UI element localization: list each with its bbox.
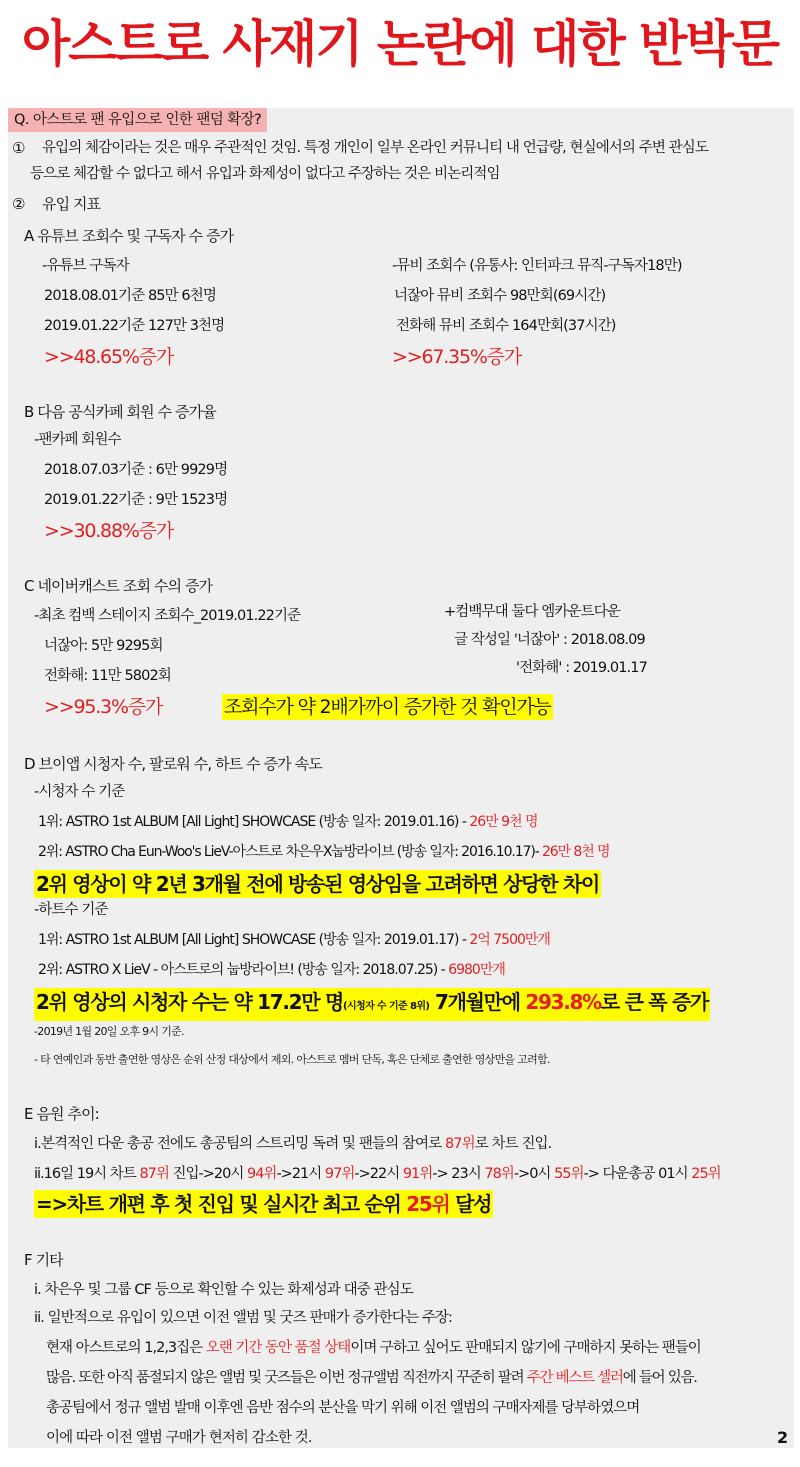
chart-rank-text: -> 다운총공 01시 (583, 1166, 692, 1182)
section-f-heading: F 기타 (24, 1251, 63, 1269)
b-sub: -팬카페 회원수 (34, 432, 121, 448)
d-highlight-2-a: 2위 영상의 시청자 수는 약 17.2만 명 (36, 990, 343, 1014)
section-d-heading: D 브이앱 시청자 수, 팔로워 수, 하트 수 증가 속도 (24, 755, 322, 773)
c-line: 너잖아: 5만 9295회 (44, 638, 163, 654)
d-viewer-rank-1-text: 1위: ASTRO 1st ALBUM [All Light] SHOWCASE (방송 일자: 2019.01.16) - (38, 814, 470, 830)
a-right-line: -뮤비 조회수 (유통사: 인터파크 뮤직-구독자18만) (392, 258, 682, 274)
f-para-2-a: 많음. 또한 아직 품절되지 않은 앨범 및 굿즈들은 이번 정규앨범 직전까지 꾸준히 팔려 (46, 1370, 527, 1386)
e-line-1-b: 로 차트 진입. (474, 1136, 552, 1152)
d-highlight-1: 2위 영상이 약 2년 3개월 전에 방송된 영상임을 고려하면 상당한 차이 (36, 872, 599, 896)
item-number-1: ① (12, 139, 25, 157)
f-para-2-red: 주간 베스트 셀러 (526, 1370, 623, 1386)
content-panel (8, 108, 794, 1448)
c-right-line: '전화해' : 2019.01.17 (516, 660, 647, 676)
d-heart-rank-1 (38, 930, 550, 950)
chart-rank-value: 94위 (246, 1166, 277, 1182)
chart-rank-text: 진입->20시 (168, 1166, 247, 1182)
f-para-4: 이에 따라 이전 앨범 구매가 현저히 감소한 것. (46, 1430, 312, 1446)
e-line-1-rank: 87위 (444, 1136, 475, 1152)
f-line-2: ii. 일반적으로 유입이 있으면 이전 앨범 및 굿즈 판매가 증가한다는 주장: (34, 1310, 453, 1326)
a-left-percent: >>48.65%증가 (44, 346, 173, 368)
d-note-2: - 타 연예인과 동반 출연한 영상은 순위 산정 대상에서 제외. 아스트로 멤버 단독, 혹은 단체로 출연한 영상만을 고려함. (34, 1053, 550, 1066)
chart-rank-text: -> 23시 (432, 1166, 485, 1182)
d-heart-rank-1-text: 1위: ASTRO 1st ALBUM [All Light] SHOWCASE (방송 일자: 2019.01.17) - (38, 932, 470, 948)
d-sub-viewers: -시청자 수 기준 (34, 784, 125, 800)
d-viewer-rank-2-value: 26만 8천 명 (542, 844, 610, 860)
d-highlight-2 (34, 988, 710, 1021)
chart-rank-value: 91위 (402, 1166, 433, 1182)
d-highlight-2-percent: 293.8% (525, 990, 601, 1014)
d-heart-rank-2 (38, 960, 505, 980)
d-heart-rank-2-value: 6980만개 (448, 962, 505, 978)
a-left-line: 2019.01.22기준 127만 3천명 (44, 318, 225, 334)
chart-rank-text: ->21시 (276, 1166, 325, 1182)
chart-rank-text: ->22시 (354, 1166, 403, 1182)
c-percent: >>95.3%증가 (44, 696, 163, 718)
d-viewer-rank-2-text: 2위: ASTRO Cha Eun-Woo's LieV-아스트로 차은우X눕방라이브 (방송 일자: 2016.10.17)- (38, 844, 542, 860)
chart-rank-value: 55위 (554, 1166, 584, 1182)
d-highlight-2-b: 7개월만에 (429, 990, 526, 1014)
d-heart-rank-1-value: 2억 7500만개 (469, 932, 550, 948)
chart-rank-text: ->0시 (513, 1166, 555, 1182)
c-highlight: 조회수가 약 2배가까이 증가한 것 확인가능 (224, 696, 551, 718)
page-number: 2 (777, 1428, 789, 1447)
a-left-line: -유튜브 구독자 (42, 258, 129, 274)
f-line-1: i. 차은우 및 그룹 CF 등으로 확인할 수 있는 화제성과 대중 관심도 (34, 1282, 413, 1298)
a-right-line: 전화해 뮤비 조회수 164만회(37시간) (396, 318, 616, 334)
section-b-heading: B 다음 공식카페 회원 수 증가율 (24, 403, 216, 421)
d-highlight-2-small: (시청자 수 기준 8위) (342, 1001, 430, 1012)
question-heading: Q. 아스트로 팬 유입으로 인한 팬덤 확장? (8, 108, 267, 132)
c-sub: -최초 컴백 스테이지 조회수_2019.01.22기준 (34, 608, 301, 624)
d-note-1: -2019년 1월 20일 오후 9시 기준. (34, 1025, 184, 1038)
chart-rank-value: 87위 (139, 1166, 169, 1182)
c-line: 전화해: 11만 5802회 (44, 668, 171, 684)
f-para-1-a: 현재 아스트로의 1,2,3집은 (46, 1340, 206, 1356)
f-para-1 (46, 1338, 701, 1358)
f-para-2 (46, 1368, 697, 1388)
d-highlight-2-c: 로 큰 폭 증가 (600, 990, 708, 1014)
d-viewer-rank-1 (38, 812, 538, 832)
e-line-2 (34, 1164, 721, 1184)
f-para-1-red: 오랜 기간 동안 품절 상태 (205, 1340, 351, 1356)
item-number-2: ② (12, 195, 25, 213)
f-para-2-b: 에 들어 있음. (622, 1370, 697, 1386)
b-line: 2019.01.22기준 : 9만 1523명 (44, 492, 228, 508)
d-viewer-rank-1-value: 26만 9천 명 (469, 814, 538, 830)
section-e-heading: E 음원 추이: (24, 1105, 99, 1123)
d-viewer-rank-2 (38, 842, 609, 862)
f-para-1-b: 이며 구하고 싶어도 판매되지 않기에 구매하지 못하는 팬들이 (350, 1340, 701, 1356)
chart-rank-value: 97위 (324, 1166, 355, 1182)
d-sub-hearts: -하트수 기준 (34, 902, 108, 918)
e-highlight-b: 달성 (449, 1192, 492, 1216)
e-highlight-rank: 25위 (406, 1192, 450, 1216)
e-line-1 (34, 1134, 551, 1154)
chart-rank-text: ii.16일 19시 차트 (34, 1166, 140, 1182)
c-right-line: +컴백무대 둘다 엠카운트다운 (444, 604, 620, 620)
a-left-line: 2018.08.01기준 85만 6천명 (44, 288, 216, 304)
intro-line-2: 등으로 체감할 수 없다고 해서 유입과 화제성이 없다고 주장하는 것은 비논리적임 (30, 166, 500, 182)
chart-rank-value: 25위 (691, 1166, 721, 1182)
section-a-heading: A 유튜브 조회수 및 구독자 수 증가 (24, 227, 234, 245)
intro-line-1: 유입의 체감이라는 것은 매우 주관적인 것임. 특정 개인이 일부 온라인 커뮤니티 내 언급량, 현실에서의 주변 관심도 (42, 140, 708, 156)
a-right-line: 너잖아 뮤비 조회수 98만회(69시간) (394, 288, 606, 304)
a-right-percent: >>67.35%증가 (392, 346, 521, 368)
e-line-1-a: i.본격적인 다운 총공 전에도 총공팀의 스트리밍 독려 및 팬들의 참여로 (34, 1136, 445, 1152)
f-para-3: 총공팀에서 정규 앨범 발매 이후엔 음반 점수의 분산을 막기 위해 이전 앨범의 구매자제를 당부하였으며 (46, 1400, 640, 1416)
section-c-heading: C 네이버캐스트 조회 수의 증가 (24, 577, 213, 595)
d-heart-rank-2-text: 2위: ASTRO X LieV - 아스트로의 눕방라이브! (방송 일자: 2018.07.25) - (38, 962, 449, 978)
page-title: 아스트로 사재기 논란에 대한 반박문 (21, 15, 779, 73)
e-highlight-a: =>차트 개편 후 첫 진입 및 실시간 최고 순위 (36, 1192, 407, 1216)
section-heading-indicators: 유입 지표 (42, 195, 101, 213)
b-percent: >>30.88%증가 (44, 520, 173, 542)
e-highlight (34, 1190, 493, 1218)
chart-rank-value: 78위 (484, 1166, 514, 1182)
c-right-line: 글 작성일 '너잖아' : 2018.08.09 (454, 632, 645, 648)
b-line: 2018.07.03기준 : 6만 9929명 (44, 462, 228, 478)
